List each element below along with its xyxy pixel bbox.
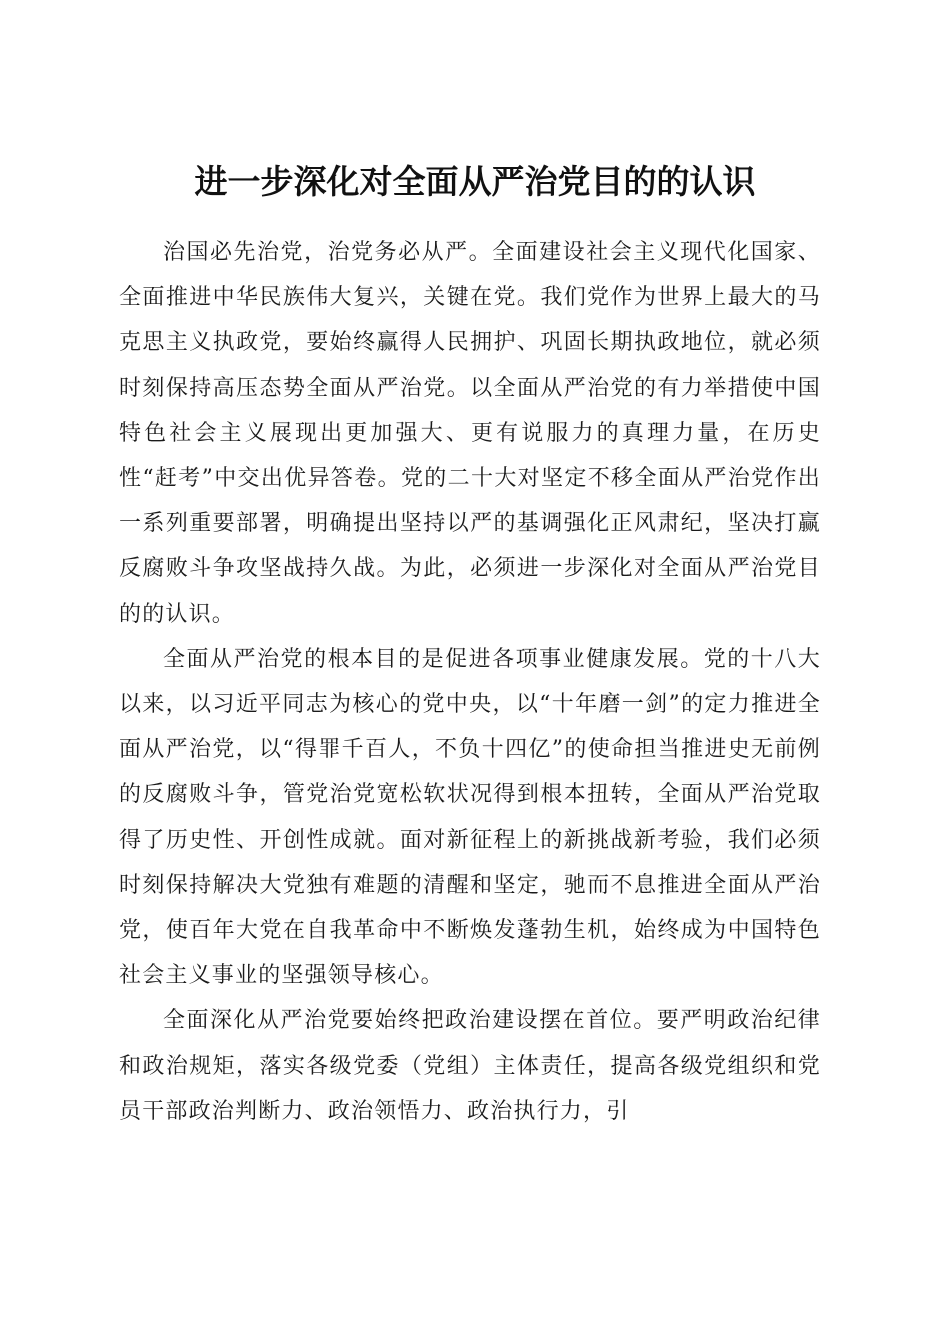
paragraph-1: 治国必先治党，治党务必从严。全面建设社会主义现代化国家、全面推进中华民族伟大复兴，关键在党。我们党作为世界上最大的马克思主义执政党，要始终赢得人民拥护、巩固长期执政地位，就必须时刻保持高压态势全面从严治党。以全面从严治党的有力举措使中国特色社会主义展现出更加强大、更有说服力的真理力量，在历史性“赶考”中交出优异答卷。党的二十大对坚定不移全面从严治党作出一系列重要部署，明确提出坚持以严的基调强化正风肃纪，坚决打赢反腐败斗争攻坚战持久战。为此，必须进一步深化对全面从严治党目的的认识。	[119, 240, 821, 627]
paragraph-3: 全面深化从严治党要始终把政治建设摆在首位。要严明政治纪律和政治规矩，落实各级党委（党组）主体责任，提高各级党组织和党员干部政治判断力、政治领悟力、政治执行力，引	[119, 1008, 821, 1124]
document-body	[119, 230, 821, 1134]
paragraph-2: 全面从严治党的根本目的是促进各项事业健康发展。党的十八大以来，以习近平同志为核心的党中央，以“十年磨一剑”的定力推进全面从严治党，以“得罪千百人，不负十四亿”的使命担当推进史无前例的反腐败斗争，管党治党宽松软状况得到根本扭转，全面从严治党取得了历史性、开创性成就。面对新征程上的新挑战新考验，我们必须时刻保持解决大党独有难题的清醒和坚定，驰而不息推进全面从严治党，使百年大党在自我革命中不断焕发蓬勃生机，始终成为中国特色社会主义事业的坚强领导核心。	[119, 646, 821, 989]
document-title: 进一步深化对全面从严治党目的的认识	[194, 162, 756, 202]
